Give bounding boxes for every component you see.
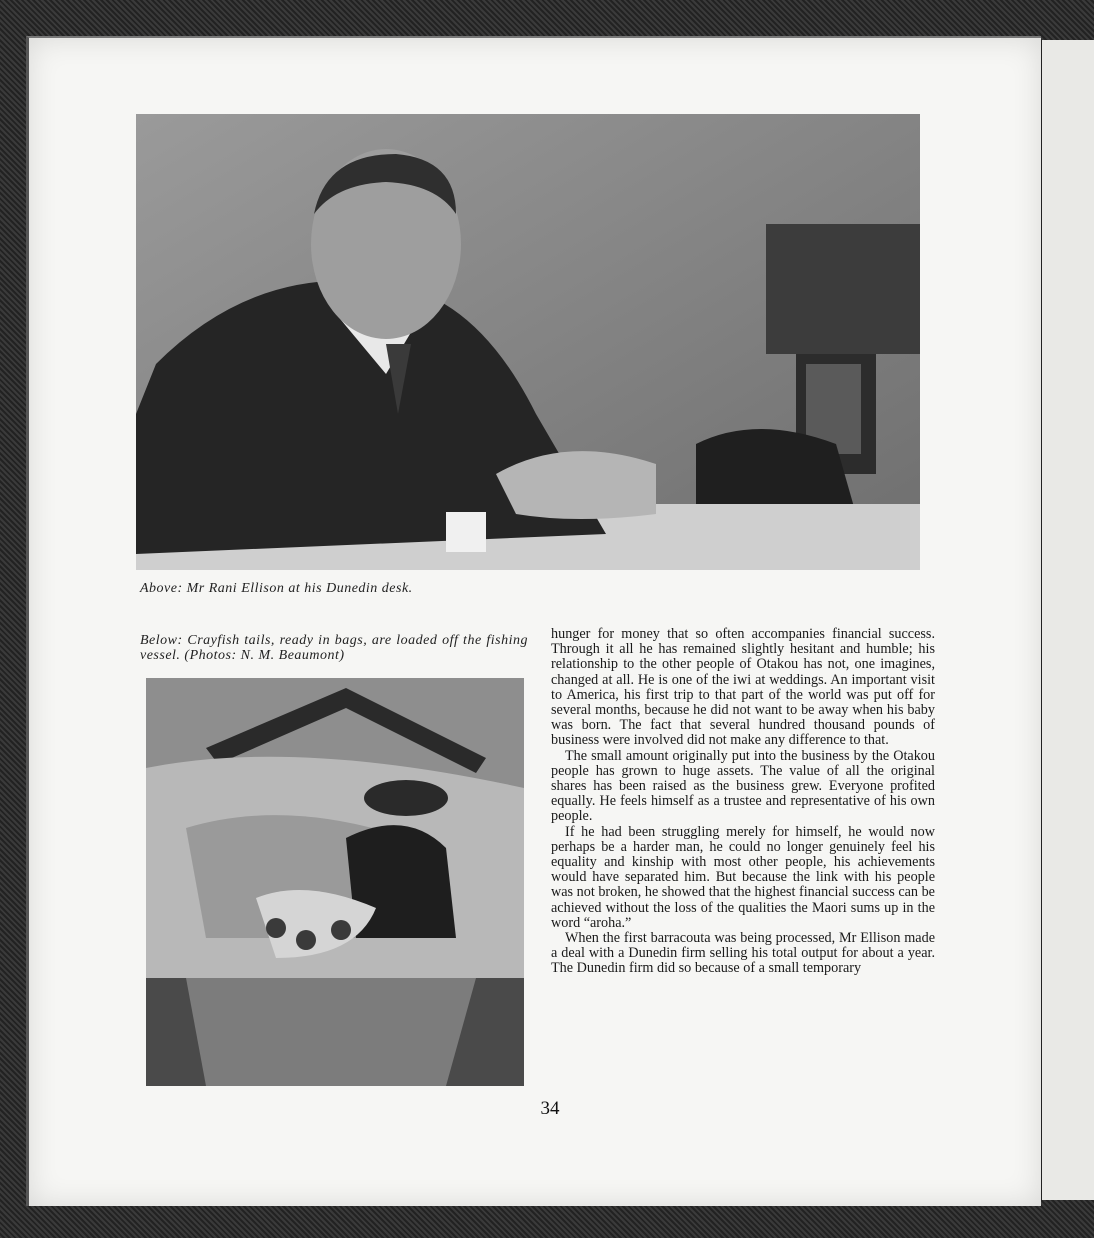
caption-below: Below: Crayfish tails, ready in bags, are loaded off the fishing vessel. (Photos: N. M. Beaumont) bbox=[140, 633, 528, 663]
page-number: 34 bbox=[540, 1098, 560, 1119]
article-column bbox=[551, 627, 935, 977]
photo-man-at-desk bbox=[136, 114, 920, 570]
article-paragraph: hunger for money that so often accompanies financial success. Through it all he has remained slightly hesitant and humble; his relationship to the other people of Otakou has not, one imagines, changed at all. He is one of the iwi at weddings. An important visit to America, his first trip to that part of the world was put off for several months, because he did not want to be away when his baby was born. The fact that several hundred thousand pounds of business were involved did not make any difference to that. bbox=[551, 626, 935, 749]
facing-page-edge bbox=[1040, 40, 1094, 1200]
photo-crayfish-bags bbox=[146, 678, 524, 1086]
caption-above: Above: Mr Rani Ellison at his Dunedin desk. bbox=[140, 581, 413, 596]
article-paragraph: When the first barracouta was being processed, Mr Ellison made a deal with a Dunedin firm selling his total output for about a year. The Dunedin firm did so because of a small temporary bbox=[551, 930, 935, 977]
article-paragraph: The small amount originally put into the business by the Otakou people has grown to huge assets. The value of all the original shares has been raised as the business grew. Everyone profited equally. He feels himself as a trustee and representative of his own people. bbox=[551, 747, 935, 825]
article-paragraph: If he had been struggling merely for himself, he would now perhaps be a harder man, he could no longer genuinely feel his equality and kinship with most other people, his achievements would have separated him. But because the link with his people was not broken, he showed that the highest financial success can be achieved without the loss of the qualities the Maori sums up in the word “aroha.” bbox=[551, 823, 935, 931]
